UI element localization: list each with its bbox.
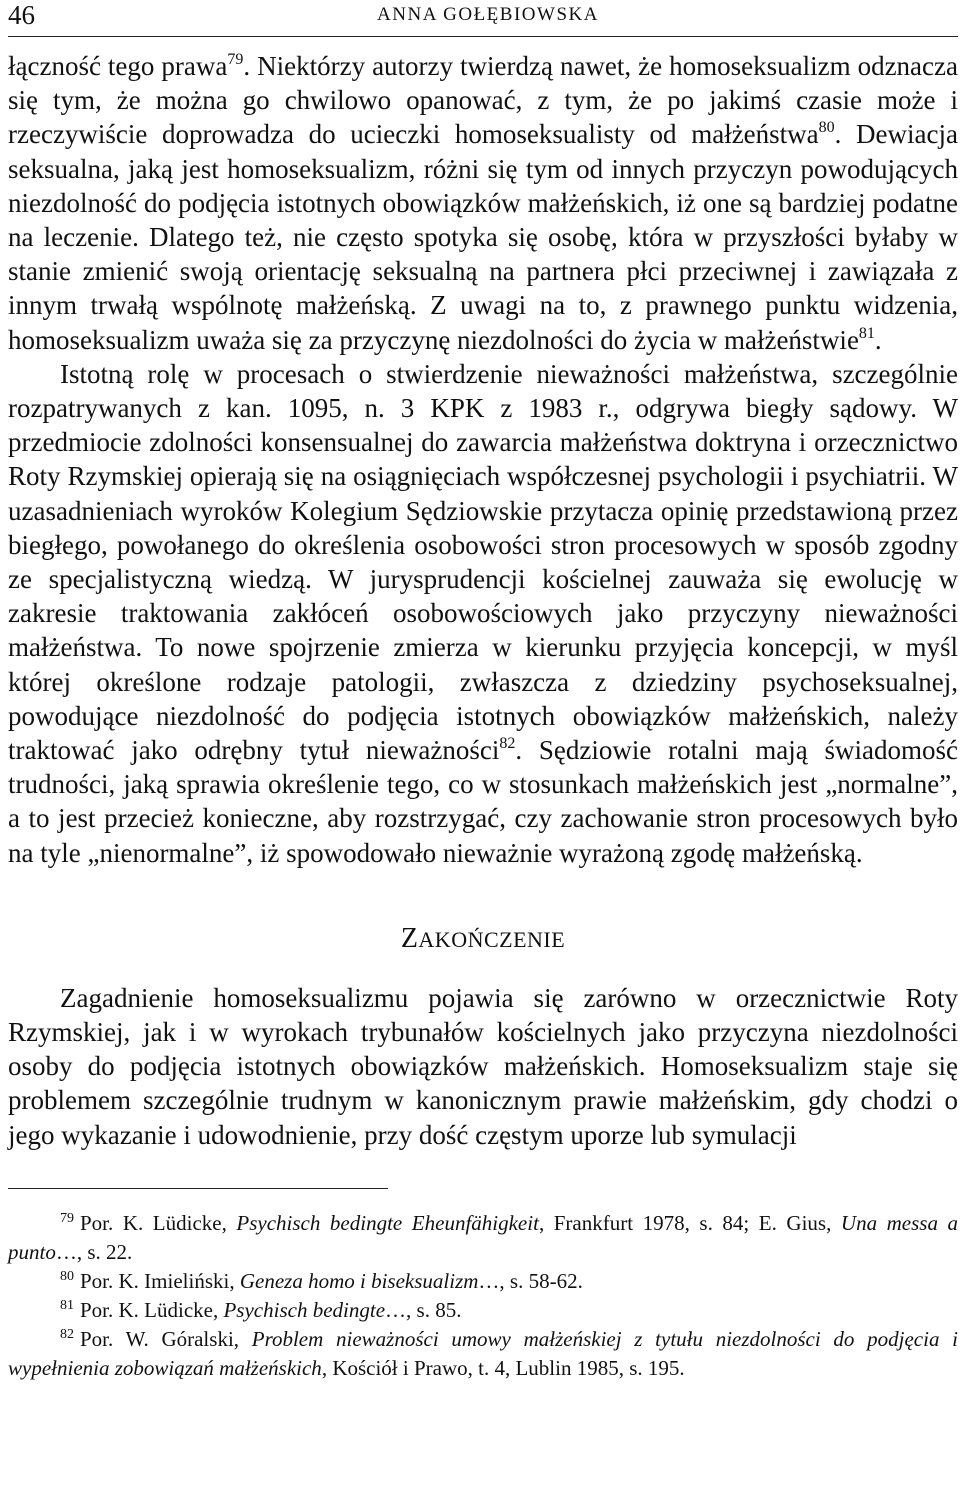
footnote-separator — [8, 1188, 388, 1189]
body-text — [8, 49, 958, 1152]
footnote — [8, 1325, 958, 1383]
text-run: Por. K. Imieliński, — [80, 1268, 240, 1293]
text-run: Por. K. Lüdicke, — [80, 1297, 224, 1322]
footnote-reference: 82 — [60, 1326, 74, 1342]
italic-title: Psychisch bedingte Eheunfähigkeit — [236, 1210, 539, 1235]
section-heading-rest: AKOŃCZENIE — [418, 926, 566, 952]
footnote-reference: 82 — [499, 735, 516, 753]
running-header — [8, 0, 958, 37]
text-run: . Sędziowie rotalni mają świadomość trudności, jaką sprawia określenie tego, co w stosunkach małżeńskich jest „normalne”, a to jest przecież konieczne, aby rozstrzygać, czy zachowanie stron procesowych było na tyle „nienormalne”, iż spowodowało nieważnie wyrażoną zgodę małżeńską. — [8, 735, 959, 868]
text-run: . Niektórzy autorzy twierdzą nawet, że homoseksualizm odznacza się tym, że można go chwilowo opanować, z tym, że po jakimś czasie może i rzeczywiście doprowadza do ucieczki homoseksualisty od małżeństwa — [8, 51, 958, 150]
italic-title: Psychisch bedingte — [223, 1297, 386, 1322]
text-run: …, s. 58-62. — [478, 1268, 583, 1293]
paragraph-3 — [8, 981, 958, 1152]
footnote-reference: 80 — [60, 1268, 74, 1284]
italic-title: Problem nieważności umowy małżeńskiej z tytułu niezdolności do podjęcia i wypełnienia zobowiązań małżeńskich — [8, 1326, 958, 1380]
footnotes — [8, 1209, 958, 1383]
text-run: Istotną rolę w procesach o stwierdzenie nieważności małżeństwa, szczególnie rozpatrywanych z kan. 1095, n. 3 KPK z 1983 r., odgrywa biegły sądowy. W przedmiocie zdolności konsensualnej do zawarcia małżeństwa doktryna i orzecznictwo Roty Rzymskiej opierają się na osiągnięciach współczesnej psychologii i psychiatrii. W uzasadnieniach wyroków Kolegium Sędziowskie przytacza opinię przedstawioną przez biegłego, powołanego do określenia osobowości stron procesowych w sposób zgodny ze specjalistyczną wiedzą. W jurysprudencji kościelnej zauważa się ewolucję w zakresie traktowania zakłóceń osobowościowych jako przyczyny nieważności małżeństwa. To nowe spojrzenie zmierza w kierunku przyjęcia koncepcji, w myśl której określone rodzaje patologii, zwłaszcza z dziedziny psychoseksualnej, powodujące niezdolność do podjęcia istotnych obowiązków małżeńskich, należy traktować jako odrębny tytuł nieważności — [8, 358, 958, 766]
paragraph-1 — [8, 49, 958, 357]
footnote — [8, 1296, 958, 1325]
text-run: . — [874, 324, 882, 355]
text-run: …, s. 22. — [55, 1239, 133, 1264]
footnote — [8, 1209, 958, 1267]
text-run: …, s. 85. — [385, 1297, 462, 1322]
paragraph-2 — [8, 357, 958, 870]
footnote-reference: 81 — [858, 324, 875, 342]
section-heading-initial: Z — [400, 922, 419, 954]
text-run: , Frankfurt 1978, s. 84; E. Gius, — [538, 1210, 841, 1235]
text-run: Por. W. Góralski, — [80, 1326, 252, 1351]
section-heading — [8, 924, 958, 955]
italic-title: Geneza homo i biseksualizm — [239, 1268, 479, 1293]
text-run: Por. K. Lüdicke, — [80, 1210, 237, 1235]
italic-title: Una messa a punto — [8, 1210, 959, 1264]
footnote-reference: 80 — [818, 119, 835, 137]
text-run: . Dewiacja seksualna, jaką jest homoseksualizm, różni się tym od innych przyczyn powodujących niezdolność do podjęcia istotnych obowiązków małżeńskich, iż one są bardziej podatne na leczenie. Dlatego też, nie często spotyka się osobę, która w przyszłości byłaby w stanie zmienić swoją orientację seksualną na partnera płci przeciwnej i zawiązała z innym trwałą wspólnotę małżeńską. Z uwagi na to, z prawnego punktu widzenia, homoseksualizm uważa się za przyczynę niezdolności do życia w małżeństwie — [8, 119, 958, 355]
text-run: łączność tego prawa — [8, 51, 228, 81]
running-title: ANNA GOŁĘBIOWSKA — [377, 4, 599, 25]
document-page — [8, 0, 958, 1383]
text-run: , Kościół i Prawo, t. 4, Lublin 1985, s. 195. — [321, 1355, 685, 1380]
footnote-reference: 81 — [60, 1297, 74, 1313]
text-run: Zagadnienie homoseksualizmu pojawia się zarówno w orzecznictwie Roty Rzymskiej, jak i w wyrokach trybunałów kościelnych jako przyczyna niezdolności osoby do podjęcia istotnych obowiązków małżeńskich. Homoseksualizm staje się problemem szczególnie trudnym w kanonicznym prawie małżeńskim, gdy chodzi o jego wykazanie i udowodnienie, przy dość częstym uporze lub symulacji — [8, 982, 958, 1150]
footnote-reference: 79 — [60, 1210, 74, 1226]
footnote-reference: 79 — [227, 51, 244, 68]
footnote — [8, 1267, 958, 1296]
page-number: 46 — [8, 0, 35, 30]
